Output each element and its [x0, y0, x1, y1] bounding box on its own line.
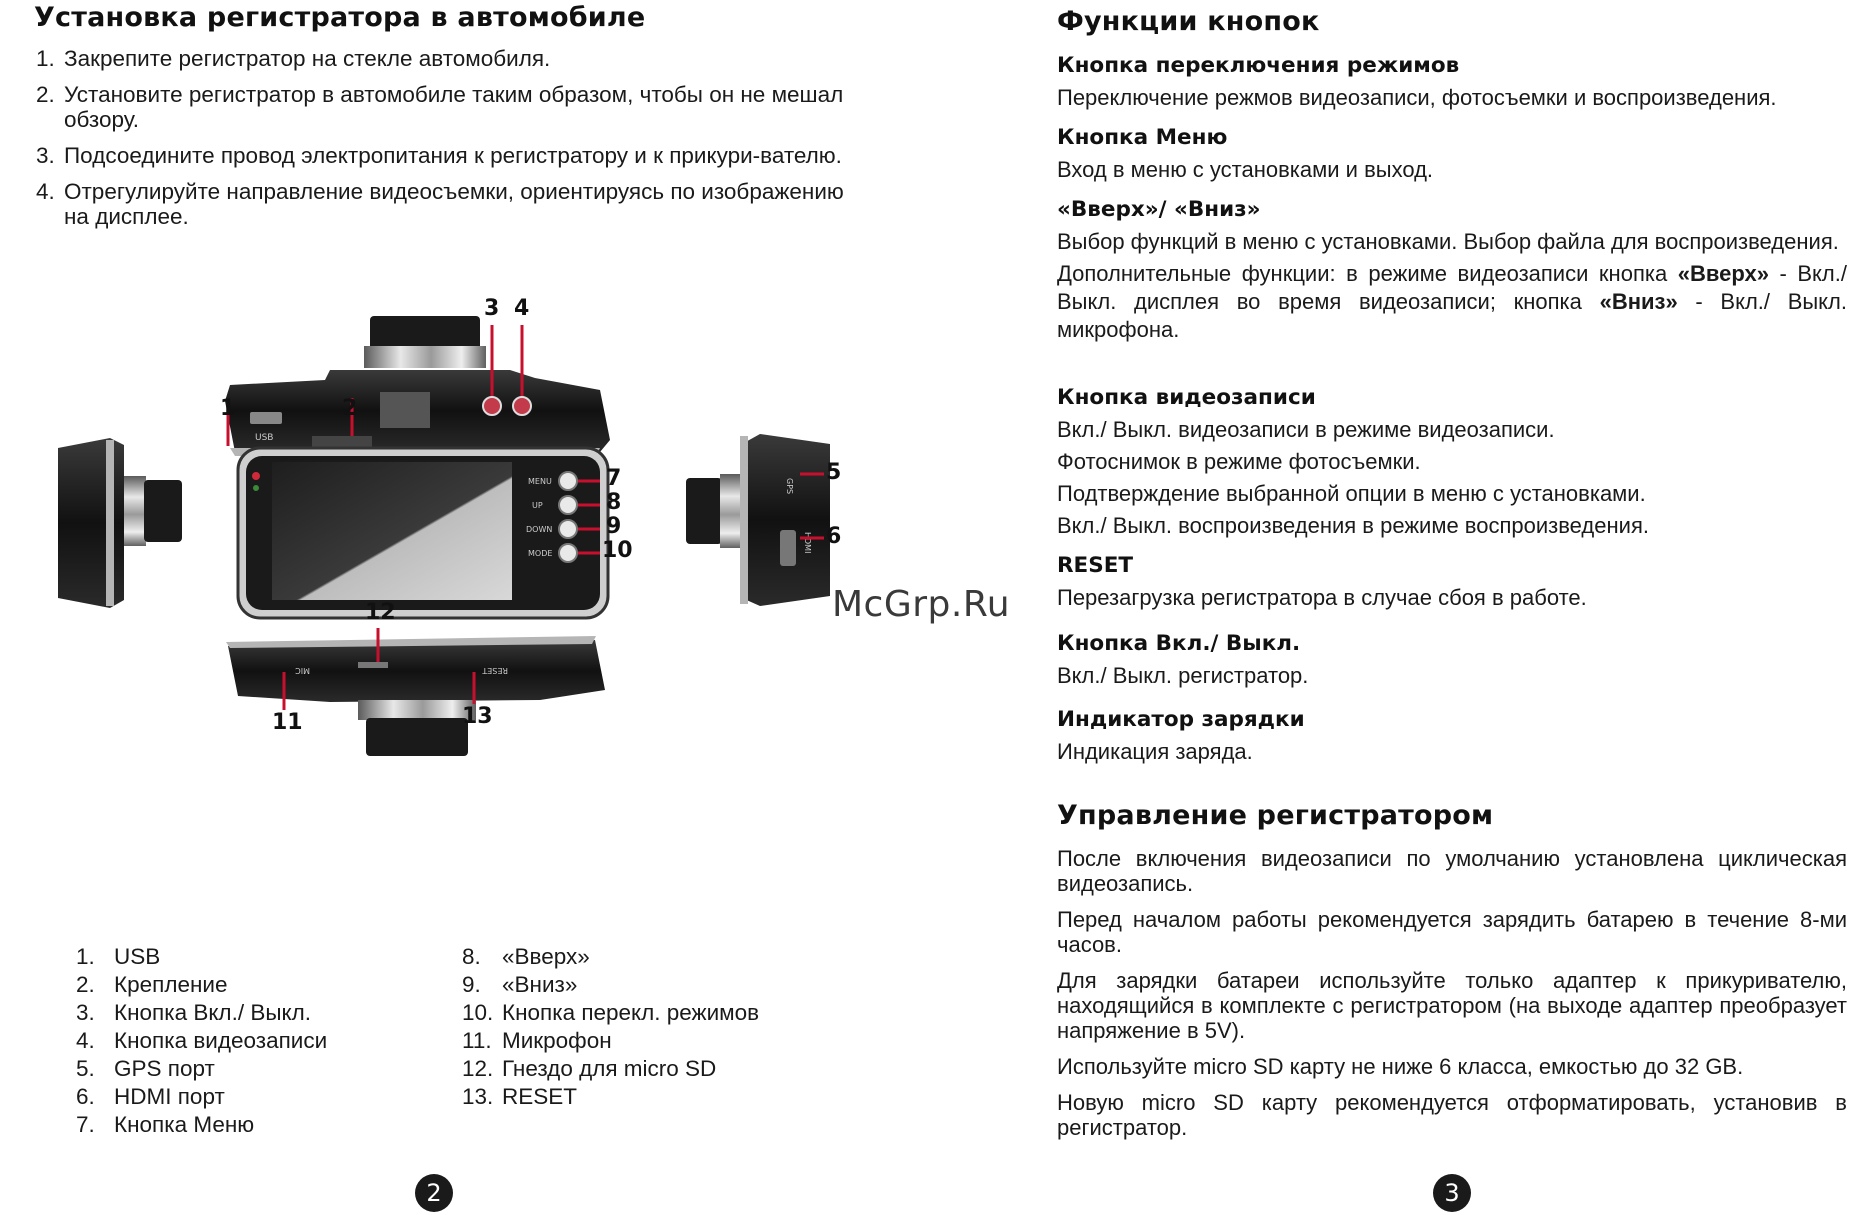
callout-8: 8 [606, 490, 622, 515]
function-heading: Кнопка переключения режимов [1057, 53, 1460, 78]
function-power [1057, 630, 1847, 690]
function-text: Вкл./ Выкл. воспроизведения в режиме воспроизведения. [1057, 513, 1649, 538]
microsd-slot [358, 662, 388, 668]
step-item: 4. Отрегулируйте направление видеосъемки, ориентируясь по изображению на дисплее. [36, 179, 844, 229]
step-item: 3. Подсоедините провод электропитания к регистратору и к прикури-вателю. [36, 143, 842, 168]
function-heading: Кнопка Меню [1057, 125, 1228, 150]
left-side-lens-cap [144, 480, 182, 542]
callout-9: 9 [606, 514, 622, 539]
status-led [253, 485, 259, 491]
menu-label: MENU [528, 477, 552, 486]
function-heading: Индикатор зарядки [1057, 707, 1305, 732]
bottom-lens-ring [358, 700, 476, 720]
power-button [483, 397, 501, 415]
record-button [513, 397, 531, 415]
function-text: Индикация заряда. [1057, 739, 1253, 764]
function-record [1057, 384, 1847, 540]
callout-12: 12 [365, 600, 396, 625]
function-text: Вход в меню с установками и выход. [1057, 157, 1434, 182]
list-item: 2. Крепление [76, 972, 228, 997]
right-side-lens-cap [686, 478, 722, 544]
list-item: 1. USB [76, 944, 161, 969]
function-text: Фотоснимок в режиме фотосъемки. [1057, 449, 1421, 474]
list-item: 7. Кнопка Меню [76, 1112, 255, 1137]
lcd-screen [272, 462, 512, 600]
function-mode [1057, 52, 1847, 112]
mode-label: MODE [528, 549, 553, 558]
callout-5: 5 [826, 460, 842, 485]
callout-4: 4 [514, 296, 530, 321]
management-paragraph: Перед началом работы рекомендуется зарядить батарею в течение 8-ми часов. [1057, 907, 1847, 957]
usb-label: USB [255, 433, 274, 443]
charge-led [252, 472, 260, 480]
function-menu [1057, 124, 1847, 184]
left-side-view [58, 438, 182, 608]
function-text: Переключение режмов видеозаписи, фотосъемки и воспроизведения. [1057, 85, 1777, 110]
right-page-title: Функции кнопок [1057, 6, 1320, 37]
management-paragraph: Используйте micro SD карту не ниже 6 класса, емкостью до 32 GB. [1057, 1054, 1744, 1079]
bottom-lens-cap [366, 718, 468, 756]
list-item: 3. Кнопка Вкл./ Выкл. [76, 1000, 311, 1025]
management-paragraph: После включения видеозаписи по умолчанию установлена циклическая видеозапись. [1057, 846, 1847, 896]
callout-2: 2 [342, 396, 358, 421]
list-item: 6. HDMI порт [76, 1084, 225, 1109]
list-item: 10. Кнопка перекл. режимов [462, 1000, 760, 1025]
right-side-trim [740, 436, 748, 604]
function-text: Вкл./ Выкл. регистратор. [1057, 663, 1309, 688]
list-item: 4. Кнопка видеозаписи [76, 1028, 328, 1053]
list-item: 5. GPS порт [76, 1056, 215, 1081]
gps-label: GPS [785, 478, 794, 495]
hdmi-port [780, 530, 796, 566]
management-paragraph: Для зарядки батареи используйте только адаптер к прикуривателю, находящийся в комплекте с регистратором (на выходе адаптер преобразует напряжение в 5V). [1057, 968, 1847, 1043]
mic-label: MIC [295, 666, 310, 675]
function-heading: «Вверх»/ «Вниз» [1057, 197, 1261, 222]
left-page-title: Установка регистратора в автомобиле [34, 2, 646, 33]
function-text: Подтверждение выбранной опции в меню с установками. [1057, 481, 1646, 506]
callout-7: 7 [606, 466, 622, 491]
list-item: 8. «Вверх» [462, 944, 590, 969]
function-heading: RESET [1057, 553, 1134, 578]
callout-3: 3 [484, 296, 500, 321]
mode-button [559, 544, 577, 562]
function-charge [1057, 706, 1847, 766]
step-item: 2. Установите регистратор в автомобиле таким образом, чтобы он не мешал обзору. [36, 82, 844, 132]
right-side-view [686, 434, 830, 606]
page-number-left: 2 [415, 1174, 453, 1212]
function-updown [1057, 196, 1847, 344]
function-text: Перезагрузка регистратора в случае сбоя в работе. [1057, 585, 1587, 610]
management-section [1057, 846, 1847, 1151]
parts-list-b [462, 943, 862, 1111]
dashcam-illustration [40, 300, 900, 920]
callout-1: 1 [220, 396, 236, 421]
left-page [0, 0, 925, 1215]
left-side-lens-ring [124, 476, 146, 546]
function-reset [1057, 552, 1847, 612]
callout-11: 11 [272, 710, 303, 735]
up-label: UP [532, 501, 543, 510]
menu-button [559, 472, 577, 490]
hdmi-label: HDMI [803, 532, 812, 554]
function-heading: Кнопка Вкл./ Выкл. [1057, 631, 1301, 656]
installation-steps [36, 46, 856, 240]
function-heading: Кнопка видеозаписи [1057, 385, 1316, 410]
mount-slot [380, 392, 430, 428]
down-label: DOWN [526, 525, 553, 534]
parts-list-a [76, 943, 436, 1139]
lens-top-ring [364, 346, 486, 368]
down-button [559, 520, 577, 538]
management-paragraph: Новую micro SD карту рекомендуется отформатировать, установив в регистратор. [1057, 1090, 1847, 1140]
callout-10: 10 [602, 538, 633, 563]
bottom-view [226, 628, 605, 756]
function-extra-text: Дополнительные функции: в режиме видеозаписи кнопка «Вверх» - Вкл./ Выкл. дисплея во время видеозаписи; кнопка «Вниз» - Вкл./ Выкл. микрофона. [1057, 261, 1847, 342]
right-side-body [742, 434, 830, 606]
callout-13: 13 [462, 704, 493, 729]
left-side-body [58, 438, 124, 608]
list-item: 12. Гнездо для micro SD [462, 1056, 717, 1081]
list-item: 9. «Вниз» [462, 972, 578, 997]
function-text: Вкл./ Выкл. видеозаписи в режиме видеозаписи. [1057, 417, 1555, 442]
up-button [559, 496, 577, 514]
dashcam-diagram [40, 296, 900, 920]
function-text: Выбор функций в меню с установками. Выбор файла для воспроизведения. [1057, 229, 1839, 254]
step-item: 1. Закрепите регистратор на стекле автомобиля. [36, 46, 551, 71]
reset-label: RESET [482, 666, 508, 675]
left-side-trim [106, 440, 114, 606]
page-number-right: 3 [1433, 1174, 1471, 1212]
watermark: McGrp.Ru [832, 584, 1011, 625]
list-item: 11. Микрофон [462, 1028, 612, 1053]
list-item: 13. RESET [462, 1084, 578, 1109]
management-title: Управление регистратором [1057, 800, 1494, 831]
usb-port [250, 412, 282, 424]
callout-6: 6 [826, 524, 842, 549]
front-view [238, 436, 608, 618]
